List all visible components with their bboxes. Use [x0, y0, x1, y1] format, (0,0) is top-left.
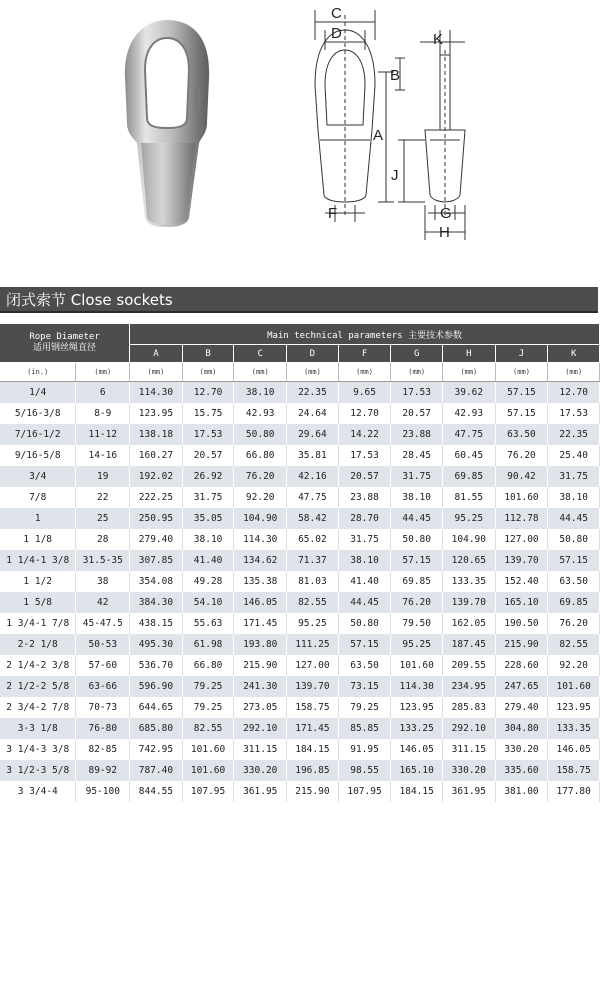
label-F: F — [328, 205, 338, 222]
table-cell: 89-92 — [76, 760, 130, 781]
table-row — [0, 781, 600, 802]
table-cell: 279.40 — [495, 697, 548, 718]
table-cell: 146.05 — [234, 592, 287, 613]
table-cell: 57.15 — [391, 550, 443, 571]
table-cell: 60.45 — [443, 445, 496, 466]
table-cell: 19 — [76, 466, 130, 487]
table-cell: 69.85 — [391, 571, 443, 592]
table-row — [0, 550, 600, 571]
table-cell: 177.80 — [548, 781, 600, 802]
params-header: Main technical parameters 主要技术参数 — [130, 324, 600, 345]
table-cell: 28.70 — [338, 508, 391, 529]
table-cell: 79.50 — [391, 613, 443, 634]
table-cell: 114.30 — [130, 382, 183, 404]
table-cell: 38.10 — [234, 382, 287, 404]
table-cell: 76.20 — [234, 466, 287, 487]
table-cell: 79.25 — [182, 697, 234, 718]
table-cell: 79.25 — [182, 676, 234, 697]
table-cell: 192.02 — [130, 466, 183, 487]
table-cell: 381.00 — [495, 781, 548, 802]
table-cell: 3/4 — [0, 466, 76, 487]
table-cell: 361.95 — [234, 781, 287, 802]
table-cell: 23.88 — [338, 487, 391, 508]
table-cell: 644.65 — [130, 697, 183, 718]
table-cell: 1 5/8 — [0, 592, 76, 613]
label-A: A — [373, 127, 384, 144]
table-cell: 158.75 — [287, 697, 339, 718]
table-cell: 127.00 — [287, 655, 339, 676]
close-socket-photo — [115, 18, 220, 228]
unit-mm: (mm) — [182, 363, 234, 382]
table-cell: 57.15 — [495, 382, 548, 404]
table-cell: 133.25 — [391, 718, 443, 739]
column-header: B — [182, 345, 234, 363]
table-cell: 279.40 — [130, 529, 183, 550]
column-header: A — [130, 345, 183, 363]
column-header: H — [443, 345, 496, 363]
table-cell: 292.10 — [234, 718, 287, 739]
table-cell: 787.40 — [130, 760, 183, 781]
table-cell: 82-85 — [76, 739, 130, 760]
table-cell: 273.05 — [234, 697, 287, 718]
table-cell: 146.05 — [391, 739, 443, 760]
table-cell: 20.57 — [391, 403, 443, 424]
table-cell: 311.15 — [234, 739, 287, 760]
table-cell: 14-16 — [76, 445, 130, 466]
label-K: K — [433, 31, 444, 48]
table-cell: 135.38 — [234, 571, 287, 592]
table-cell: 1 1/4-1 3/8 — [0, 550, 76, 571]
table-cell: 31.5-35 — [76, 550, 130, 571]
table-cell: 139.70 — [287, 676, 339, 697]
table-cell: 31.75 — [182, 487, 234, 508]
table-cell: 31.75 — [391, 466, 443, 487]
unit-mm: (mm) — [76, 363, 130, 382]
label-G: G — [440, 205, 452, 222]
table-cell: 111.25 — [287, 634, 339, 655]
table-cell: 1 1/8 — [0, 529, 76, 550]
table-cell: 47.75 — [287, 487, 339, 508]
table-cell: 112.78 — [495, 508, 548, 529]
table-cell: 307.85 — [130, 550, 183, 571]
table-cell: 25 — [76, 508, 130, 529]
table-cell: 39.62 — [443, 382, 496, 404]
table-cell: 3 1/2-3 5/8 — [0, 760, 76, 781]
table-cell: 104.90 — [443, 529, 496, 550]
unit-row — [0, 363, 600, 382]
table-cell: 384.30 — [130, 592, 183, 613]
table-cell: 22.35 — [548, 424, 600, 445]
table-cell: 17.53 — [338, 445, 391, 466]
unit-mm: (mm) — [495, 363, 548, 382]
table-cell: 292.10 — [443, 718, 496, 739]
table-cell: 101.60 — [182, 739, 234, 760]
table-cell: 38.10 — [548, 487, 600, 508]
table-cell: 101.60 — [495, 487, 548, 508]
table-row — [0, 445, 600, 466]
table-cell: 73.15 — [338, 676, 391, 697]
table-cell: 101.60 — [548, 676, 600, 697]
table-cell: 42.16 — [287, 466, 339, 487]
table-cell: 120.65 — [443, 550, 496, 571]
table-cell: 63-66 — [76, 676, 130, 697]
table-cell: 63.50 — [548, 571, 600, 592]
table-cell: 2-2 1/8 — [0, 634, 76, 655]
table-cell: 139.70 — [495, 550, 548, 571]
table-cell: 20.57 — [182, 445, 234, 466]
product-illustration — [0, 0, 600, 285]
table-cell: 50.80 — [548, 529, 600, 550]
table-row — [0, 424, 600, 445]
table-cell: 190.50 — [495, 613, 548, 634]
table-cell: 17.53 — [391, 382, 443, 404]
table-cell: 844.55 — [130, 781, 183, 802]
label-J: J — [391, 167, 399, 184]
unit-mm: (mm) — [391, 363, 443, 382]
table-cell: 184.15 — [391, 781, 443, 802]
table-cell: 162.05 — [443, 613, 496, 634]
table-cell: 114.30 — [391, 676, 443, 697]
label-C: C — [331, 5, 342, 22]
table-cell: 536.70 — [130, 655, 183, 676]
table-cell: 196.85 — [287, 760, 339, 781]
column-header: G — [391, 345, 443, 363]
table-cell: 12.70 — [548, 382, 600, 404]
table-cell: 165.10 — [495, 592, 548, 613]
table-cell: 69.85 — [548, 592, 600, 613]
table-cell: 133.35 — [548, 718, 600, 739]
table-cell: 44.45 — [338, 592, 391, 613]
table-cell: 3 1/4-3 3/8 — [0, 739, 76, 760]
table-cell: 193.80 — [234, 634, 287, 655]
table-cell: 38.10 — [338, 550, 391, 571]
table-cell: 57.15 — [338, 634, 391, 655]
table-row — [0, 403, 600, 424]
table-cell: 98.55 — [338, 760, 391, 781]
table-cell: 330.20 — [234, 760, 287, 781]
table-cell: 49.28 — [182, 571, 234, 592]
table-cell: 2 3/4-2 7/8 — [0, 697, 76, 718]
table-cell: 361.95 — [443, 781, 496, 802]
table-cell: 41.40 — [338, 571, 391, 592]
table-cell: 12.70 — [338, 403, 391, 424]
label-H: H — [439, 224, 450, 241]
table-cell: 22.35 — [287, 382, 339, 404]
table-cell: 28 — [76, 529, 130, 550]
table-row — [0, 655, 600, 676]
table-cell: 107.95 — [338, 781, 391, 802]
table-cell: 65.02 — [287, 529, 339, 550]
table-cell: 63.50 — [495, 424, 548, 445]
column-header: K — [548, 345, 600, 363]
rope-diameter-header: Rope Diameter 适用钢丝绳直径 — [0, 324, 130, 363]
table-row — [0, 529, 600, 550]
table-cell: 101.60 — [182, 760, 234, 781]
table-cell: 234.95 — [443, 676, 496, 697]
table-cell: 95.25 — [287, 613, 339, 634]
table-cell: 38.10 — [182, 529, 234, 550]
table-cell: 5/16-3/8 — [0, 403, 76, 424]
table-cell: 330.20 — [443, 760, 496, 781]
table-cell: 123.95 — [391, 697, 443, 718]
table-cell: 38 — [76, 571, 130, 592]
unit-mm: (mm) — [443, 363, 496, 382]
table-cell: 63.50 — [338, 655, 391, 676]
label-B: B — [390, 67, 401, 84]
table-cell: 57.15 — [548, 550, 600, 571]
table-cell: 47.75 — [443, 424, 496, 445]
table-cell: 171.45 — [287, 718, 339, 739]
dimension-drawing — [290, 0, 510, 245]
table-cell: 160.27 — [130, 445, 183, 466]
table-cell: 104.90 — [234, 508, 287, 529]
table-row — [0, 508, 600, 529]
table-cell: 184.15 — [287, 739, 339, 760]
table-cell: 247.65 — [495, 676, 548, 697]
table-cell: 76-80 — [76, 718, 130, 739]
table-cell: 11-12 — [76, 424, 130, 445]
table-cell: 50-53 — [76, 634, 130, 655]
table-cell: 215.90 — [234, 655, 287, 676]
table-cell: 58.42 — [287, 508, 339, 529]
table-cell: 171.45 — [234, 613, 287, 634]
table-cell: 311.15 — [443, 739, 496, 760]
table-cell: 3-3 1/8 — [0, 718, 76, 739]
table-cell: 9/16-5/8 — [0, 445, 76, 466]
table-cell: 165.10 — [391, 760, 443, 781]
table-cell: 222.25 — [130, 487, 183, 508]
table-cell: 92.20 — [234, 487, 287, 508]
table-cell: 82.55 — [287, 592, 339, 613]
table-row — [0, 592, 600, 613]
table-cell: 22 — [76, 487, 130, 508]
table-cell: 95.25 — [443, 508, 496, 529]
table-cell: 215.90 — [287, 781, 339, 802]
table-row — [0, 382, 600, 404]
table-cell: 14.22 — [338, 424, 391, 445]
table-cell: 596.90 — [130, 676, 183, 697]
table-cell: 42.93 — [234, 403, 287, 424]
table-cell: 23.88 — [391, 424, 443, 445]
table-cell: 76.20 — [548, 613, 600, 634]
table-cell: 335.60 — [495, 760, 548, 781]
table-cell: 304.80 — [495, 718, 548, 739]
table-cell: 29.64 — [287, 424, 339, 445]
table-cell: 26.92 — [182, 466, 234, 487]
table-cell: 742.95 — [130, 739, 183, 760]
table-cell: 134.62 — [234, 550, 287, 571]
table-cell: 17.53 — [182, 424, 234, 445]
table-cell: 152.40 — [495, 571, 548, 592]
table-cell: 28.45 — [391, 445, 443, 466]
table-cell: 45-47.5 — [76, 613, 130, 634]
table-cell: 44.45 — [391, 508, 443, 529]
unit-mm: (mm) — [287, 363, 339, 382]
table-cell: 285.83 — [443, 697, 496, 718]
table-cell: 107.95 — [182, 781, 234, 802]
table-cell: 139.70 — [443, 592, 496, 613]
table-cell: 44.45 — [548, 508, 600, 529]
table-cell: 79.25 — [338, 697, 391, 718]
table-cell: 50.80 — [391, 529, 443, 550]
table-cell: 95.25 — [391, 634, 443, 655]
table-cell: 50.80 — [234, 424, 287, 445]
table-row — [0, 718, 600, 739]
table-cell: 438.15 — [130, 613, 183, 634]
column-header: D — [287, 345, 339, 363]
table-cell: 91.95 — [338, 739, 391, 760]
table-row — [0, 634, 600, 655]
table-cell: 35.05 — [182, 508, 234, 529]
table-cell: 123.95 — [548, 697, 600, 718]
table-cell: 187.45 — [443, 634, 496, 655]
table-cell: 123.95 — [130, 403, 183, 424]
table-cell: 17.53 — [548, 403, 600, 424]
table-cell: 228.60 — [495, 655, 548, 676]
table-cell: 133.35 — [443, 571, 496, 592]
table-cell: 57.15 — [495, 403, 548, 424]
table-cell: 85.85 — [338, 718, 391, 739]
table-cell: 12.70 — [182, 382, 234, 404]
table-cell: 66.80 — [234, 445, 287, 466]
specs-table-container — [0, 324, 600, 802]
table-cell: 31.75 — [548, 466, 600, 487]
table-cell: 25.40 — [548, 445, 600, 466]
table-cell: 81.03 — [287, 571, 339, 592]
table-row — [0, 676, 600, 697]
unit-inch: (in.) — [0, 363, 76, 382]
label-D: D — [331, 25, 342, 42]
table-cell: 7/16-1/2 — [0, 424, 76, 445]
table-cell: 81.55 — [443, 487, 496, 508]
table-cell: 82.55 — [548, 634, 600, 655]
table-cell: 495.30 — [130, 634, 183, 655]
table-cell: 209.55 — [443, 655, 496, 676]
table-cell: 3 3/4-4 — [0, 781, 76, 802]
table-cell: 76.20 — [391, 592, 443, 613]
table-cell: 9.65 — [338, 382, 391, 404]
table-cell: 92.20 — [548, 655, 600, 676]
table-cell: 82.55 — [182, 718, 234, 739]
table-cell: 42.93 — [443, 403, 496, 424]
table-cell: 250.95 — [130, 508, 183, 529]
table-cell: 90.42 — [495, 466, 548, 487]
table-cell: 57-60 — [76, 655, 130, 676]
table-cell: 138.18 — [130, 424, 183, 445]
table-cell: 50.80 — [338, 613, 391, 634]
table-cell: 31.75 — [338, 529, 391, 550]
table-row — [0, 466, 600, 487]
table-cell: 114.30 — [234, 529, 287, 550]
table-body — [0, 382, 600, 803]
table-cell: 1 3/4-1 7/8 — [0, 613, 76, 634]
column-header: F — [338, 345, 391, 363]
table-cell: 41.40 — [182, 550, 234, 571]
table-cell: 15.75 — [182, 403, 234, 424]
table-cell: 2 1/4-2 3/8 — [0, 655, 76, 676]
table-cell: 146.05 — [548, 739, 600, 760]
table-row — [0, 571, 600, 592]
table-cell: 127.00 — [495, 529, 548, 550]
table-cell: 1 1/2 — [0, 571, 76, 592]
specs-table — [0, 324, 600, 802]
table-cell: 330.20 — [495, 739, 548, 760]
unit-mm: (mm) — [338, 363, 391, 382]
table-row — [0, 760, 600, 781]
table-cell: 8-9 — [76, 403, 130, 424]
table-row — [0, 697, 600, 718]
table-cell: 20.57 — [338, 466, 391, 487]
table-cell: 70-73 — [76, 697, 130, 718]
table-cell: 6 — [76, 382, 130, 404]
table-cell: 7/8 — [0, 487, 76, 508]
table-cell: 55.63 — [182, 613, 234, 634]
table-cell: 66.80 — [182, 655, 234, 676]
unit-mm: (mm) — [130, 363, 183, 382]
table-cell: 38.10 — [391, 487, 443, 508]
table-cell: 35.81 — [287, 445, 339, 466]
table-cell: 1/4 — [0, 382, 76, 404]
table-cell: 24.64 — [287, 403, 339, 424]
table-cell: 241.30 — [234, 676, 287, 697]
table-cell: 158.75 — [548, 760, 600, 781]
table-cell: 2 1/2-2 5/8 — [0, 676, 76, 697]
table-cell: 69.85 — [443, 466, 496, 487]
table-cell: 1 — [0, 508, 76, 529]
table-cell: 354.08 — [130, 571, 183, 592]
table-row — [0, 487, 600, 508]
table-row — [0, 739, 600, 760]
table-cell: 215.90 — [495, 634, 548, 655]
table-cell: 42 — [76, 592, 130, 613]
table-row — [0, 613, 600, 634]
table-cell: 61.98 — [182, 634, 234, 655]
table-cell: 685.80 — [130, 718, 183, 739]
unit-mm: (mm) — [234, 363, 287, 382]
section-title: 闭式索节 Close sockets — [0, 287, 598, 313]
table-cell: 54.10 — [182, 592, 234, 613]
column-header: C — [234, 345, 287, 363]
unit-mm: (mm) — [548, 363, 600, 382]
table-cell: 76.20 — [495, 445, 548, 466]
column-header: J — [495, 345, 548, 363]
table-cell: 101.60 — [391, 655, 443, 676]
table-cell: 71.37 — [287, 550, 339, 571]
table-cell: 95-100 — [76, 781, 130, 802]
